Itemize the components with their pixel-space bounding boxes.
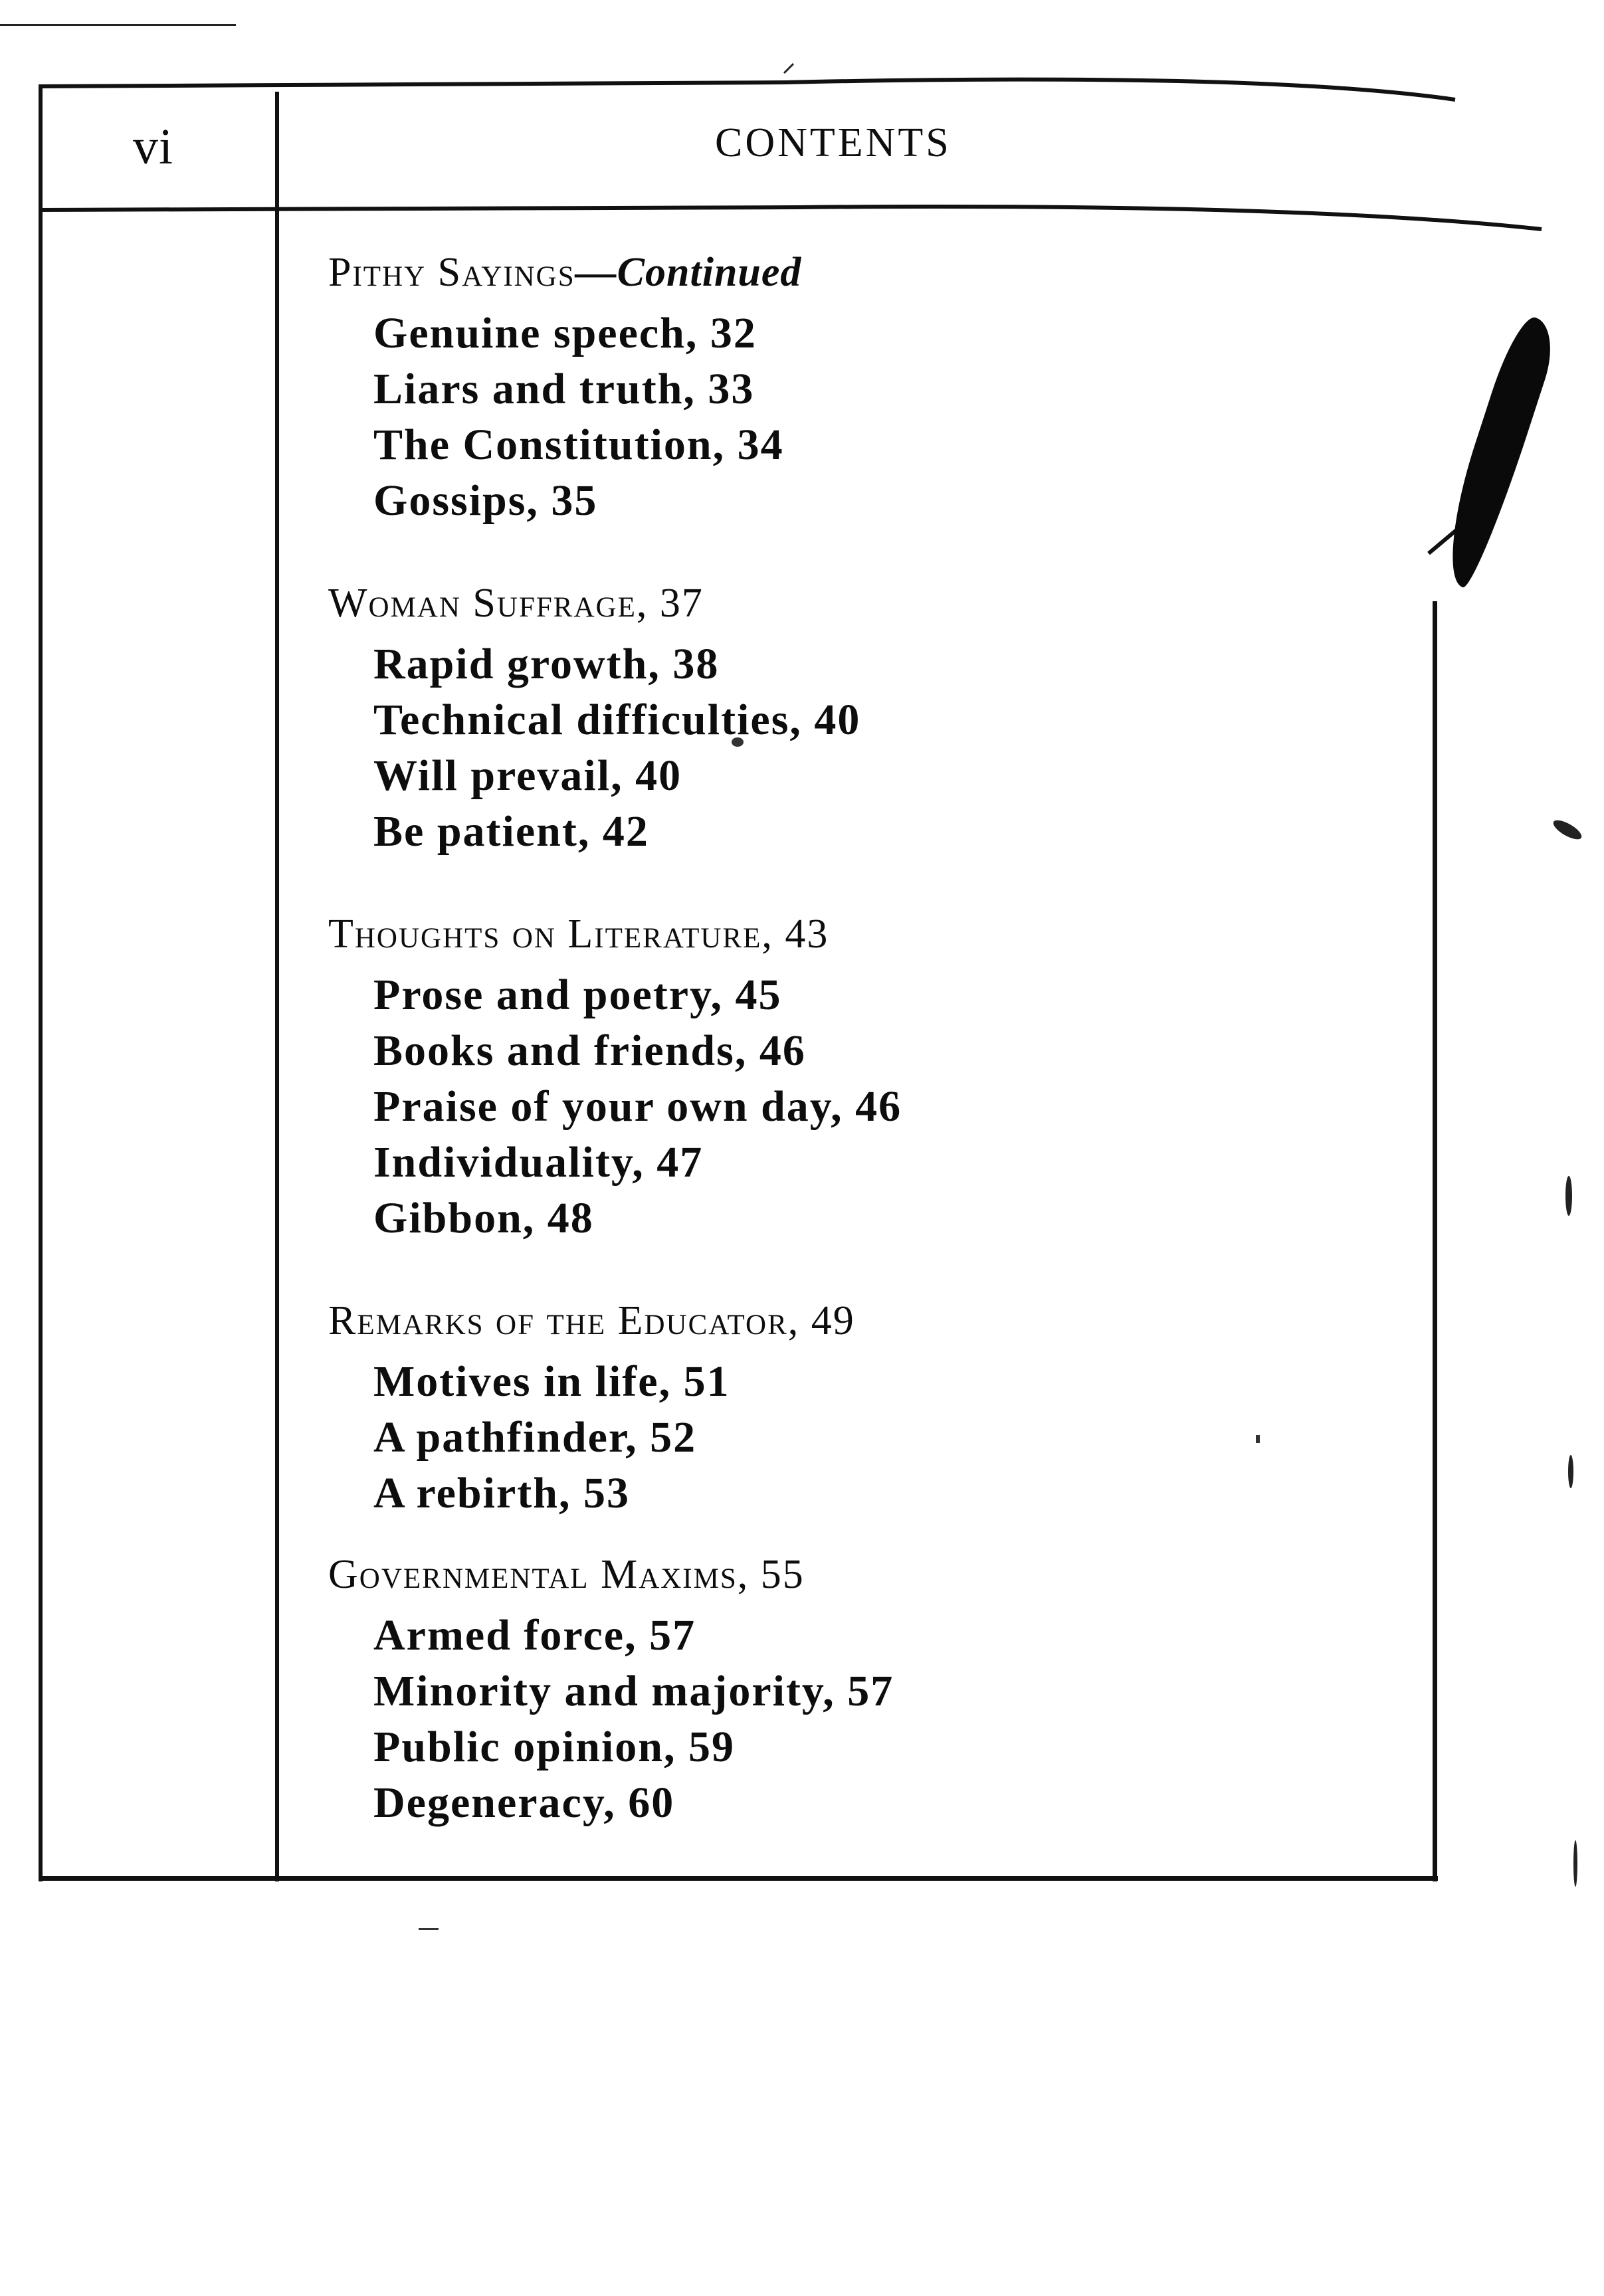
header-bottom-rule	[39, 207, 1542, 229]
toc-entry: Individuality, 47	[373, 1138, 704, 1187]
toc-entry: A pathfinder, 52	[373, 1413, 697, 1462]
toc-entry: Gibbon, 48	[373, 1194, 594, 1242]
continued-label: —Continued	[575, 250, 802, 295]
toc-section	[328, 1288, 1418, 1521]
page-title: CONTENTS	[715, 120, 952, 165]
toc-entry: Genuine speech, 32	[373, 309, 757, 357]
entry-list	[328, 1608, 1418, 1831]
toc-entry: Rapid growth, 38	[373, 640, 720, 688]
toc-entry: Gossips, 35	[373, 476, 598, 525]
toc-entry: Armed force, 57	[373, 1611, 696, 1660]
toc-entry: Will prevail, 40	[373, 751, 682, 800]
toc-entry: A rebirth, 53	[373, 1469, 630, 1517]
toc-entry: Degeneracy, 60	[373, 1778, 675, 1827]
scan-tick	[784, 64, 793, 73]
toc-section	[328, 1541, 1418, 1831]
toc-entry: Books and friends, 46	[373, 1026, 806, 1075]
toc-entry: Motives in life, 51	[373, 1357, 730, 1406]
frame-column-divider	[275, 92, 279, 1881]
header-top-rule	[39, 80, 1455, 100]
edge-smudge	[1565, 1176, 1572, 1216]
entry-list	[328, 967, 1418, 1246]
section-title	[328, 239, 1418, 306]
table-of-contents	[328, 239, 1418, 1831]
entry-list	[328, 306, 1418, 529]
section-title: Governmental Maxims, 55	[328, 1552, 805, 1597]
section-title: Woman Suffrage, 37	[328, 581, 704, 626]
stray-mark	[419, 1928, 439, 1930]
toc-section	[328, 570, 1418, 860]
toc-section	[328, 239, 1418, 529]
frame-left-border	[39, 86, 43, 1881]
toc-section	[328, 901, 1418, 1246]
toc-entry: Praise of your own day, 46	[373, 1082, 902, 1131]
page-number: vi	[133, 119, 174, 175]
edge-smudge	[1573, 1840, 1577, 1887]
toc-entry: The Constitution, 34	[373, 421, 784, 469]
section-title: Thoughts on Literature, 43	[328, 911, 829, 957]
entry-list	[328, 636, 1418, 860]
edge-smudge	[1568, 1455, 1573, 1488]
frame-right-border	[1433, 601, 1437, 1881]
entry-list	[328, 1354, 1418, 1521]
section-title: Remarks of the Educator, 49	[328, 1298, 855, 1343]
toc-entry: Liars and truth, 33	[373, 365, 755, 413]
toc-entry: Prose and poetry, 45	[373, 971, 782, 1019]
toc-entry: Minority and majority, 57	[373, 1667, 894, 1715]
toc-entry: Technical difficulties, 40	[373, 696, 861, 744]
toc-entry: Be patient, 42	[373, 807, 649, 856]
section-title-text: Pithy Sayings	[328, 250, 575, 295]
toc-entry: Public opinion, 59	[373, 1723, 735, 1771]
frame-bottom-border	[41, 1876, 1438, 1881]
